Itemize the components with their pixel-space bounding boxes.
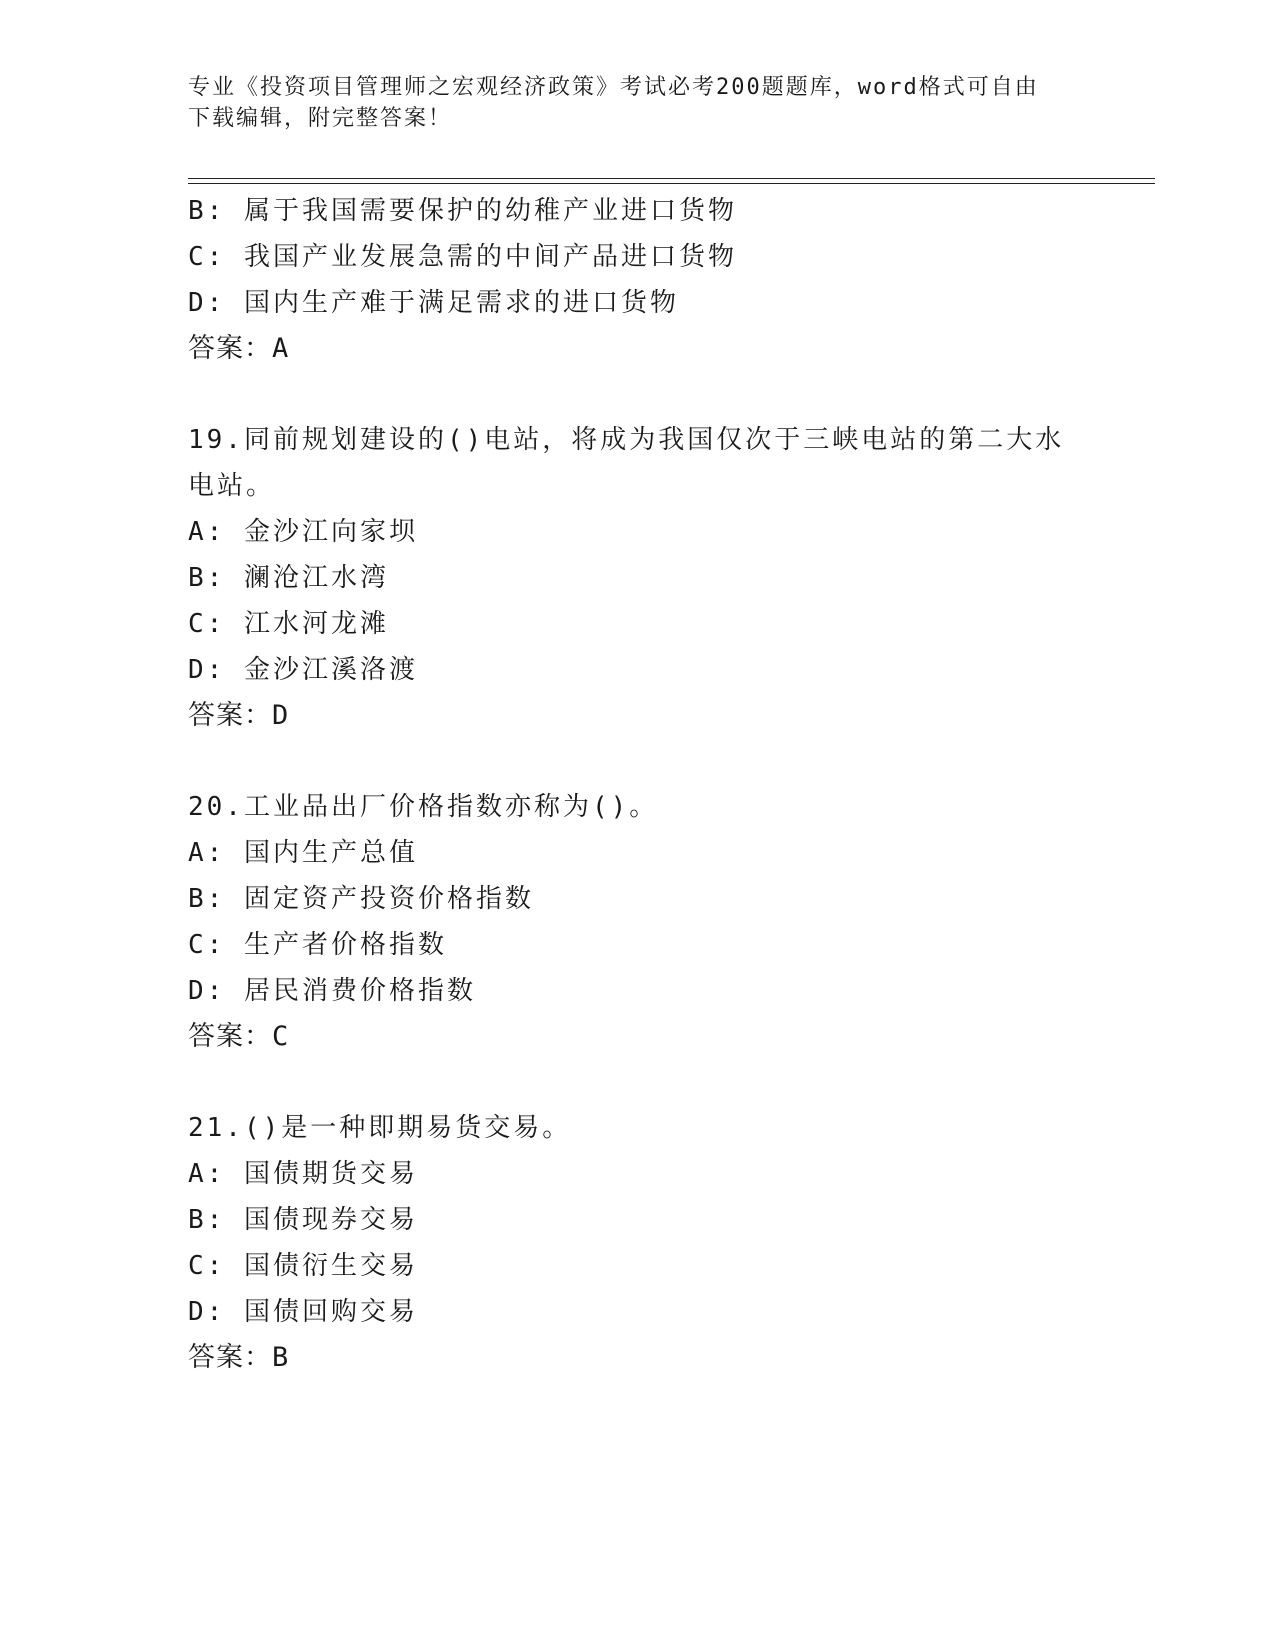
question-list xyxy=(188,188,1088,1381)
option-d: D: 居民消费价格指数 xyxy=(188,976,476,1006)
answer-line: 答案：B xyxy=(188,1342,290,1373)
option-b: B: 属于我国需要保护的幼稚产业进口货物 xyxy=(188,196,737,226)
option-b: B: 澜沧江水湾 xyxy=(188,563,389,593)
spacer xyxy=(188,739,1088,784)
header-divider-top xyxy=(188,178,1155,179)
question-text: 20.工业品出厂价格指数亦称为()。 xyxy=(188,792,659,822)
option-c: C: 生产者价格指数 xyxy=(188,930,447,960)
option-d: D: 金沙江溪洛渡 xyxy=(188,655,418,685)
spacer xyxy=(188,372,1088,417)
header-title-line1: 专业《投资项目管理师之宏观经济政策》考试必考200题题库，word格式可自由 xyxy=(188,75,1039,100)
option-b: B: 国债现券交易 xyxy=(188,1205,418,1235)
option-c: C: 国债衍生交易 xyxy=(188,1251,418,1281)
question-20 xyxy=(188,784,1088,1060)
question-text: 21.()是一种即期易货交易。 xyxy=(188,1113,572,1143)
option-c: C: 江水河龙滩 xyxy=(188,609,389,639)
question-18-continued xyxy=(188,188,1088,372)
spacer xyxy=(188,1060,1088,1105)
question-text: 19.同前规划建设的()电站，将成为我国仅次于三峡电站的第二大水电站。 xyxy=(188,425,1065,501)
header-title-line2: 下载编辑，附完整答案！ xyxy=(188,106,453,131)
question-21 xyxy=(188,1105,1088,1381)
option-c: C: 我国产业发展急需的中间产品进口货物 xyxy=(188,242,737,272)
option-d: D: 国债回购交易 xyxy=(188,1297,418,1327)
header-divider-bottom xyxy=(188,183,1155,184)
option-a: A: 国债期货交易 xyxy=(188,1159,418,1189)
answer-line: 答案：C xyxy=(188,1021,290,1052)
option-b: B: 固定资产投资价格指数 xyxy=(188,884,534,914)
question-19 xyxy=(188,417,1088,739)
option-a: A: 金沙江向家坝 xyxy=(188,517,418,547)
document-header xyxy=(188,72,1068,134)
option-a: A: 国内生产总值 xyxy=(188,838,418,868)
answer-line: 答案：D xyxy=(188,700,290,731)
option-d: D: 国内生产难于满足需求的进口货物 xyxy=(188,288,679,318)
answer-line: 答案：A xyxy=(188,333,290,364)
